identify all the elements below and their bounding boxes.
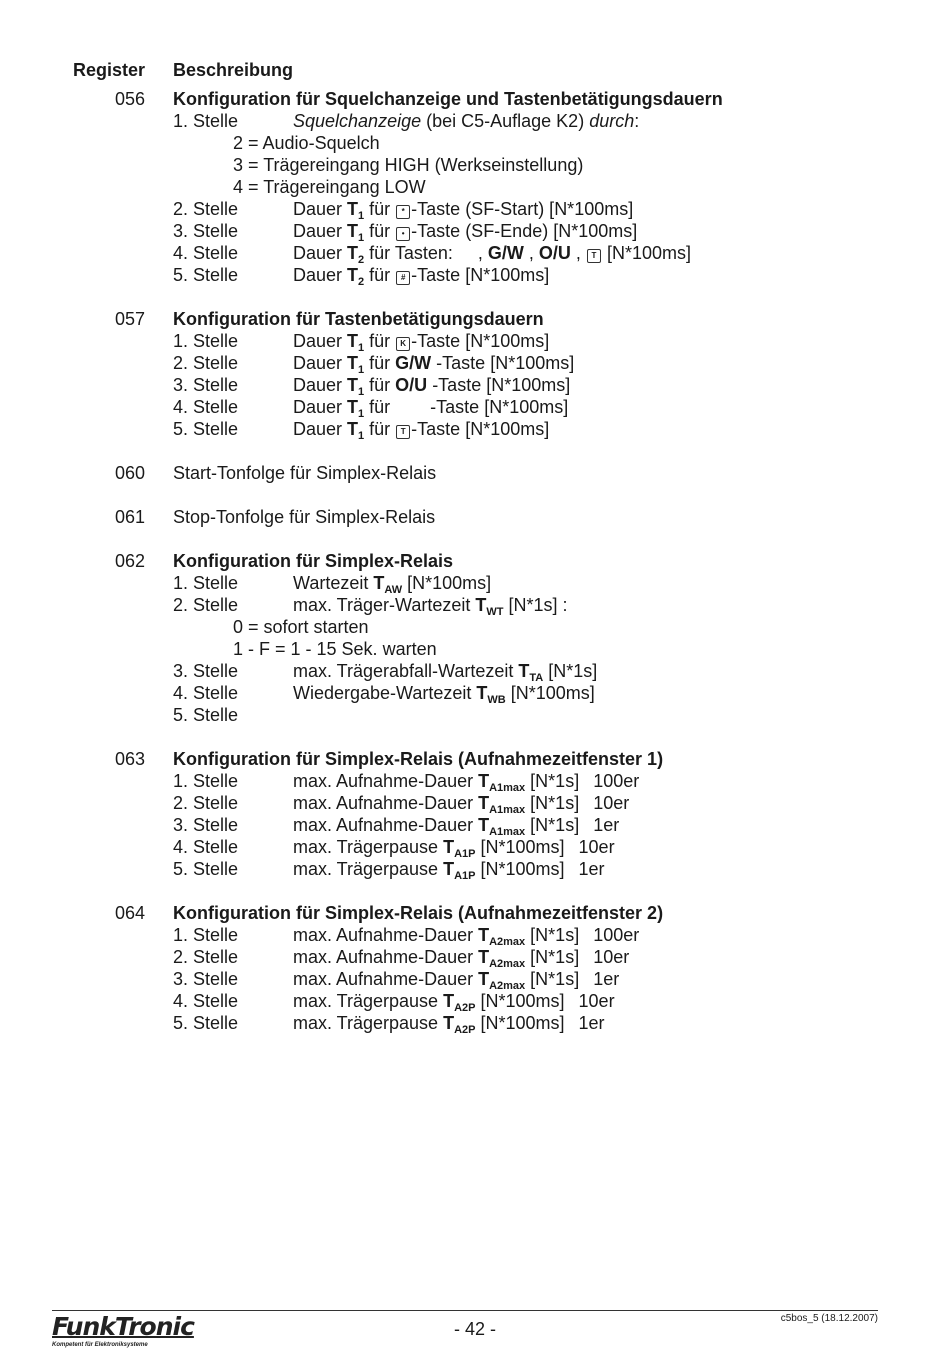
register-number: 060 xyxy=(114,463,145,483)
stelle-description: max. Trägerpause $T_{A2P}$ [N*100ms] 10er xyxy=(293,991,615,1014)
t-key-icon: T xyxy=(396,425,410,439)
stelle-description: max. Trägerabfall-Wartezeit $T_{TA}$ [N*1s] xyxy=(293,661,598,684)
stelle-label: 5. Stelle xyxy=(173,859,239,879)
hash-key-icon: # xyxy=(396,271,410,285)
logo-wordmark: FunkTronic xyxy=(52,1312,194,1341)
t-key-icon: T xyxy=(587,249,601,263)
section-title: Konfiguration für Simplex-Relais (Aufnahmezeitfenster 2) xyxy=(173,903,664,923)
stelle-description: Wartezeit $T_{AW}$ [N*100ms] xyxy=(293,573,492,596)
stelle-description: max. Aufnahme-Dauer $T_{A2max}$ [N*1s] 100er xyxy=(293,925,640,948)
stelle-label: 4. Stelle xyxy=(173,683,239,703)
document-id: c5bos_5 (18.12.2007) xyxy=(780,1313,878,1324)
register-number: 056 xyxy=(114,89,145,109)
stelle-description: Dauer $T_2$ für Tasten: , G/W , O/U , T [N*100ms] xyxy=(293,243,691,266)
stelle-description: Dauer $T_1$ für O/U -Taste [N*100ms] xyxy=(293,375,571,398)
stelle-description: Wiedergabe-Wartezeit $T_{WB}$ [N*100ms] xyxy=(293,683,595,706)
option-line: 3 = Trägereingang HIGH (Werkseinstellung) xyxy=(233,155,584,175)
stelle-label: 5. Stelle xyxy=(173,265,239,285)
stelle-description: Dauer $T_1$ für K -Taste [N*100ms] xyxy=(293,331,550,354)
stelle-label: 5. Stelle xyxy=(173,705,239,725)
section-title: Konfiguration für Simplex-Relais xyxy=(173,551,454,571)
section-title: Konfiguration für Squelchanzeige und Tastenbetätigungsdauern xyxy=(173,89,723,109)
stelle-label: 3. Stelle xyxy=(173,221,239,241)
footer-divider xyxy=(52,1310,878,1311)
section-text: Stop-Tonfolge für Simplex-Relais xyxy=(173,507,436,527)
stelle-description: Dauer $T_1$ für G/W -Taste [N*100ms] xyxy=(293,353,575,376)
section-text: Start-Tonfolge für Simplex-Relais xyxy=(173,463,437,483)
register-number: 064 xyxy=(114,903,145,923)
stelle-label: 4. Stelle xyxy=(173,837,239,857)
stelle-description: Squelchanzeige (bei C5-Auflage K2) durch: xyxy=(293,111,640,131)
stelle-label: 2. Stelle xyxy=(173,793,239,813)
stelle-description: max. Träger-Wartezeit $T_{WT}$ [N*1s] : xyxy=(293,595,568,618)
stelle-description: max. Aufnahme-Dauer $T_{A1max}$ [N*1s] 10er xyxy=(293,793,630,816)
register-number: 057 xyxy=(114,309,145,329)
option-line: 0 = sofort starten xyxy=(233,617,369,637)
stelle-label: 2. Stelle xyxy=(173,353,239,373)
stelle-label: 4. Stelle xyxy=(173,991,239,1011)
stelle-description: max. Aufnahme-Dauer $T_{A2max}$ [N*1s] 10er xyxy=(293,947,630,970)
stelle-label: 3. Stelle xyxy=(173,375,239,395)
option-line: 2 = Audio-Squelch xyxy=(233,133,380,153)
stelle-description: max. Trägerpause $T_{A1P}$ [N*100ms] 1er xyxy=(293,859,605,882)
stelle-description: Dauer $T_1$ für * -Taste (SF-Start) [N*100ms] xyxy=(293,199,634,222)
register-number: 062 xyxy=(114,551,145,571)
dot-key-icon: • xyxy=(396,227,410,241)
register-number: 061 xyxy=(114,507,145,527)
stelle-description: Dauer $T_1$ für T -Taste [N*100ms] xyxy=(293,419,550,442)
stelle-label: 5. Stelle xyxy=(173,1013,239,1033)
stelle-description: Dauer $T_1$ für -Taste [N*100ms] xyxy=(293,397,569,420)
logo-tagline: Kompetent für Elektroniksysteme xyxy=(52,1342,148,1348)
stelle-label: 3. Stelle xyxy=(173,815,239,835)
stelle-label: 1. Stelle xyxy=(173,771,239,791)
option-line: 1 - F = 1 - 15 Sek. warten xyxy=(233,639,437,659)
stelle-label: 1. Stelle xyxy=(173,111,239,131)
stelle-description: max. Aufnahme-Dauer $T_{A1max}$ [N*1s] 100er xyxy=(293,771,640,794)
stelle-description: max. Trägerpause $T_{A2P}$ [N*100ms] 1er xyxy=(293,1013,605,1036)
register-number: 063 xyxy=(114,749,145,769)
page-number: - 42 - xyxy=(453,1319,496,1339)
stelle-label: 2. Stelle xyxy=(173,947,239,967)
section-title: Konfiguration für Tastenbetätigungsdauern xyxy=(173,309,544,329)
company-logo xyxy=(52,1312,194,1353)
stelle-label: 1. Stelle xyxy=(173,925,239,945)
column-header-description: Beschreibung xyxy=(173,60,294,80)
stelle-label: 3. Stelle xyxy=(173,661,239,681)
stelle-label: 2. Stelle xyxy=(173,199,239,219)
section-title: Konfiguration für Simplex-Relais (Aufnahmezeitfenster 1) xyxy=(173,749,664,769)
stelle-label: 4. Stelle xyxy=(173,397,239,417)
k-key-icon: K xyxy=(396,337,410,351)
stelle-label: 1. Stelle xyxy=(173,573,239,593)
stelle-description: max. Trägerpause $T_{A1P}$ [N*100ms] 10er xyxy=(293,837,615,860)
option-line: 4 = Trägereingang LOW xyxy=(233,177,426,197)
stelle-label: 3. Stelle xyxy=(173,969,239,989)
stelle-label: 5. Stelle xyxy=(173,419,239,439)
stelle-label: 4. Stelle xyxy=(173,243,239,263)
stelle-description: max. Aufnahme-Dauer $T_{A1max}$ [N*1s] 1er xyxy=(293,815,620,838)
stelle-description: Dauer $T_2$ für # -Taste [N*100ms] xyxy=(293,265,550,288)
star-key-icon: * xyxy=(396,205,410,219)
stelle-description: max. Aufnahme-Dauer $T_{A2max}$ [N*1s] 1er xyxy=(293,969,620,992)
stelle-label: 2. Stelle xyxy=(173,595,239,615)
column-header-register: Register xyxy=(72,60,145,80)
stelle-label: 1. Stelle xyxy=(173,331,239,351)
stelle-description: Dauer $T_1$ für • -Taste (SF-Ende) [N*100ms] xyxy=(293,221,638,244)
